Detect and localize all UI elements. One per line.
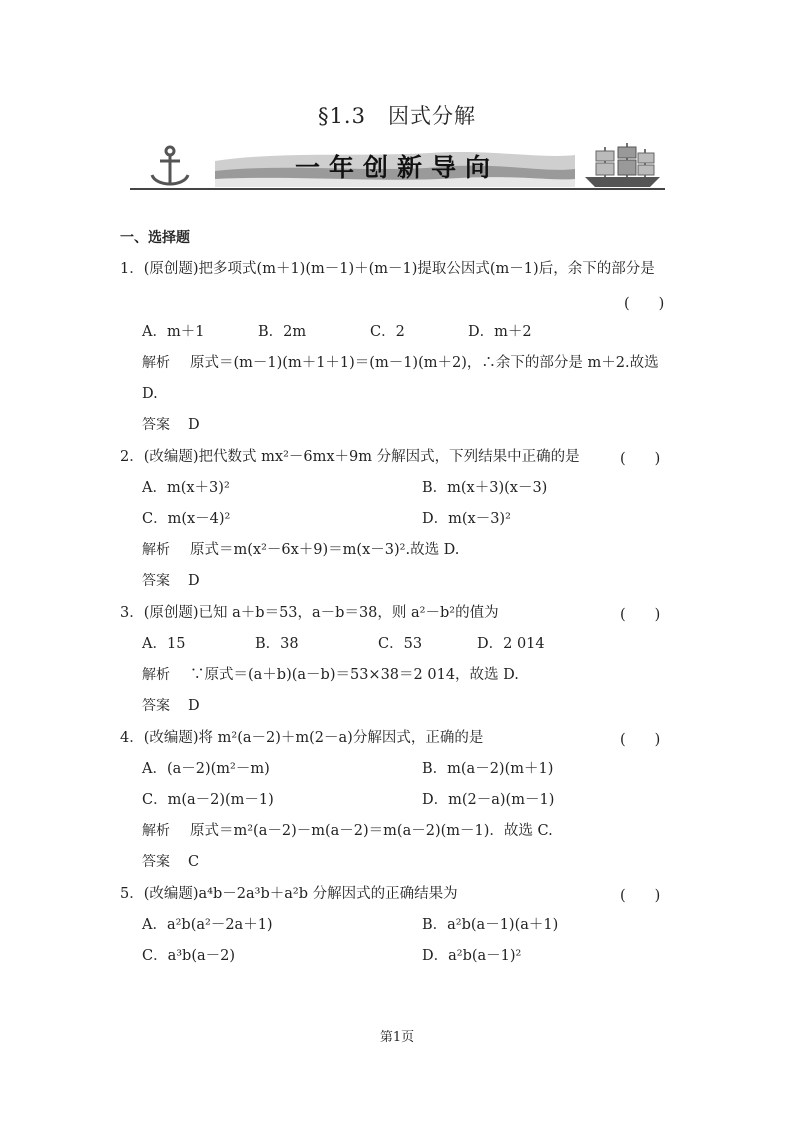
ship-icon: [585, 143, 660, 187]
q1-answer-bracket: ( ): [624, 296, 665, 312]
q4-answer-label: 答案: [142, 854, 170, 870]
q3-answer-label: 答案: [142, 698, 170, 714]
q1-option-c: C．2: [370, 324, 405, 340]
q2-analysis-text: 原式＝m(x²－6x＋9)＝m(x－3)².故选 D.: [190, 542, 460, 558]
q3-option-d: D．2 014: [477, 636, 545, 652]
q2-option-b: B．m(x＋3)(x－3): [422, 480, 548, 496]
page-title: §1.3 因式分解: [318, 104, 476, 128]
q4-option-d: D．m(2－a)(m－1): [422, 792, 555, 808]
q1-option-d: D．m＋2: [468, 324, 532, 340]
q1-analysis-text-2: D.: [142, 386, 158, 402]
q3-analysis-label: 解析: [142, 667, 170, 683]
q5-option-b: B．a²b(a－1)(a＋1): [422, 917, 559, 933]
q5-option-a: A．a²b(a²－2a＋1): [142, 917, 273, 933]
q4-analysis-text: 原式＝m²(a－2)－m(a－2)＝m(a－2)(m－1)．故选 C.: [190, 823, 553, 839]
section-heading: 一、选择题: [120, 230, 190, 246]
q3-stem: 3．(原创题)已知 a＋b＝53，a－b＝38，则 a²－b²的值为: [120, 605, 499, 621]
q5-option-c: C．a³b(a－2): [142, 948, 236, 964]
q1-stem: 1．(原创题)把多项式(m＋1)(m－1)＋(m－1)提取公因式(m－1)后，余下的部分是: [120, 261, 655, 277]
q4-option-a: A．(a－2)(m²－m): [142, 761, 270, 777]
q3-option-a: A．15: [142, 636, 186, 652]
q4-answer-bracket: ( ): [620, 732, 661, 748]
q1-answer-label: 答案: [142, 417, 170, 433]
q4-stem: 4．(改编题)将 m²(a－2)＋m(2－a)分解因式，正确的是: [120, 730, 484, 746]
anchor-icon: [152, 147, 188, 185]
banner-title: 一年创新导向: [295, 153, 500, 182]
q1-analysis-label: 解析: [142, 355, 170, 371]
q4-analysis-label: 解析: [142, 823, 170, 839]
q2-option-d: D．m(x－3)²: [422, 511, 511, 527]
q2-stem: 2．(改编题)把代数式 mx²－6mx＋9m 分解因式，下列结果中正确的是: [120, 449, 580, 465]
q3-answer-bracket: ( ): [620, 607, 661, 623]
q5-answer-bracket: ( ): [620, 888, 661, 904]
q3-option-b: B．38: [255, 636, 299, 652]
q4-option-b: B．m(a－2)(m＋1): [422, 761, 554, 777]
q1-option-b: B．2m: [258, 324, 307, 340]
q2-option-c: C．m(x－4)²: [142, 511, 231, 527]
q2-option-a: A．m(x＋3)²: [142, 480, 230, 496]
q3-answer: D: [188, 698, 200, 714]
q5-option-d: D．a²b(a－1)²: [422, 948, 522, 964]
q2-answer-bracket: ( ): [620, 451, 661, 467]
page-number: 第1页: [379, 1030, 415, 1045]
q2-answer-label: 答案: [142, 573, 170, 589]
q2-analysis-label: 解析: [142, 542, 170, 558]
q2-answer: D: [188, 573, 200, 589]
q4-option-c: C．m(a－2)(m－1): [142, 792, 274, 808]
q3-analysis-text: ∵原式＝(a＋b)(a－b)＝53×38＝2 014，故选 D.: [190, 667, 519, 683]
q1-option-a: A．m＋1: [142, 324, 205, 340]
q1-analysis-text: 原式＝(m－1)(m＋1＋1)＝(m－1)(m＋2)，∴余下的部分是 m＋2.故选: [190, 355, 659, 371]
q5-stem: 5．(改编题)a⁴b－2a³b＋a²b 分解因式的正确结果为: [120, 886, 458, 902]
q4-answer: C: [188, 854, 200, 870]
q1-answer: D: [188, 417, 200, 433]
q3-option-c: C．53: [378, 636, 423, 652]
